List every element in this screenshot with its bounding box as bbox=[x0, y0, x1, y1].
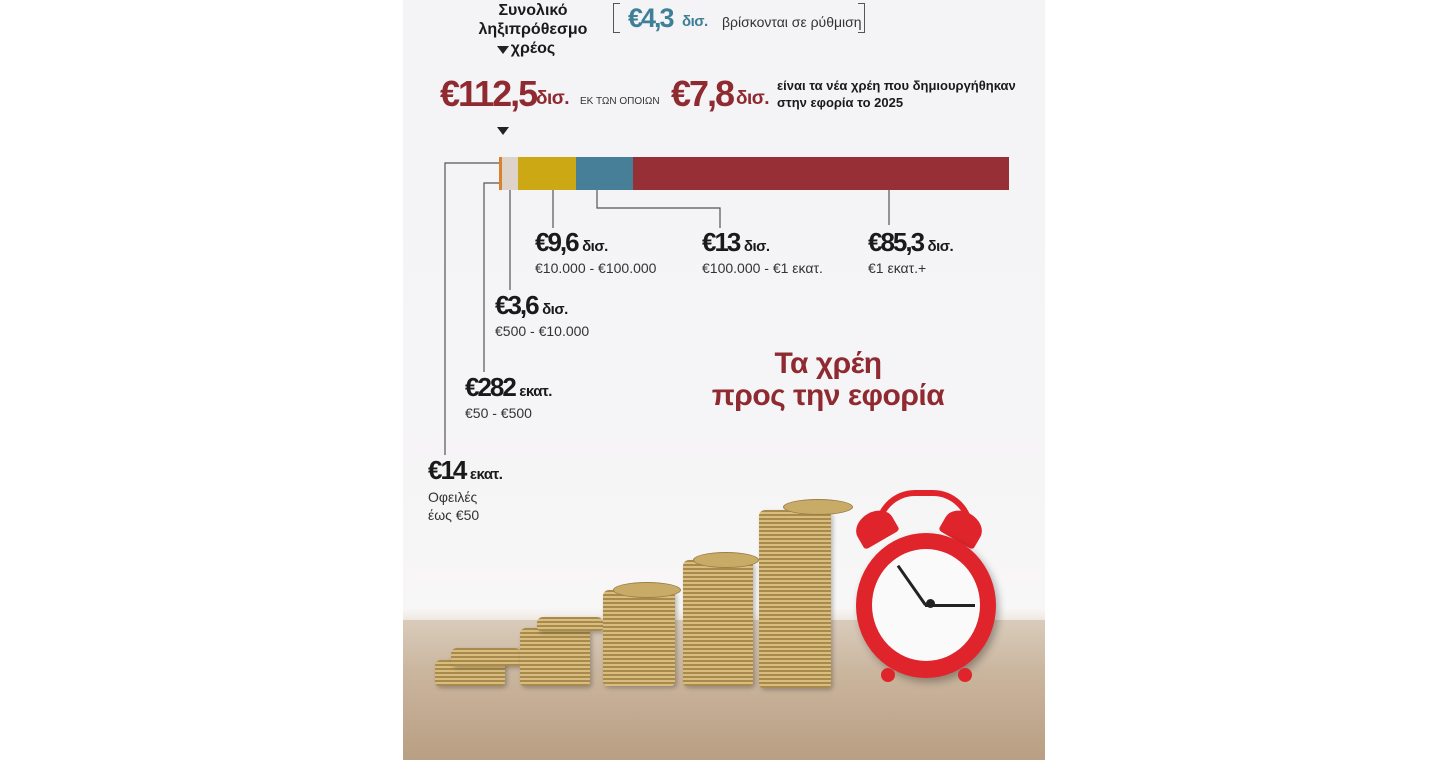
bar-segment-6 bbox=[633, 157, 1009, 190]
segment-value: €13 bbox=[702, 227, 740, 257]
bar-segment-2 bbox=[502, 157, 518, 190]
bar-segment-4 bbox=[534, 157, 576, 190]
segment-unit: δισ. bbox=[582, 238, 608, 255]
settlement-unit: δισ. bbox=[682, 13, 708, 30]
new-debt-text-line1: είναι τα νέα χρέη που δημιουργήθηκαν bbox=[777, 78, 1016, 93]
segment-label-up-to-50 bbox=[428, 455, 502, 524]
settlement-text: βρίσκονται σε ρύθμιση bbox=[722, 14, 862, 30]
coin-stack bbox=[759, 510, 831, 688]
infographic-title bbox=[663, 348, 993, 412]
segment-range: €1 εκατ.+ bbox=[868, 260, 927, 276]
settlement-box bbox=[613, 3, 865, 33]
segment-value: €3,6 bbox=[495, 290, 538, 320]
segment-label-10000-100000 bbox=[535, 227, 656, 276]
coin-top bbox=[783, 499, 853, 515]
segment-value: €9,6 bbox=[535, 227, 578, 257]
coin-stack bbox=[537, 617, 603, 631]
segment-value: €14 bbox=[428, 455, 466, 485]
segment-unit: εκατ. bbox=[469, 466, 503, 483]
coin-stack bbox=[451, 648, 521, 666]
segment-range: €500 - €10.000 bbox=[495, 323, 590, 339]
total-debt-label bbox=[463, 1, 603, 58]
new-debt-text-line2: στην εφορία το 2025 bbox=[777, 95, 904, 110]
coin-top bbox=[613, 582, 681, 598]
coin-stack bbox=[603, 590, 675, 686]
total-label-line2: ληξιπρόθεσμο χρέος bbox=[478, 21, 588, 57]
alarm-clock-icon bbox=[856, 533, 996, 678]
of-which-label: ΕΚ ΤΩΝ ΟΠΟΙΩΝ bbox=[580, 96, 660, 107]
segment-unit: εκατ. bbox=[519, 383, 552, 400]
bar-segment-5 bbox=[576, 157, 633, 190]
segment-unit: δισ. bbox=[743, 238, 770, 255]
segment-range: €100.000 - €1 εκατ. bbox=[702, 260, 823, 276]
total-label-line1: Συνολικό bbox=[498, 2, 568, 19]
arrow-down-icon bbox=[497, 127, 509, 135]
stacked-bar bbox=[499, 157, 1009, 190]
segment-unit: δισ. bbox=[542, 301, 568, 318]
coin-stack bbox=[683, 560, 753, 686]
new-debt-value: €7,8 bbox=[671, 73, 734, 114]
new-debt-unit: δισ. bbox=[736, 88, 770, 109]
coin-top bbox=[693, 552, 759, 568]
segment-range-line1: Οφειλές bbox=[428, 489, 478, 505]
title-line1: Τα χρέη bbox=[774, 347, 882, 380]
segment-label-100000-1m bbox=[702, 227, 823, 276]
settlement-value: €4,3 bbox=[628, 3, 673, 33]
infographic-panel bbox=[403, 0, 1045, 760]
segment-label-1m-plus bbox=[868, 227, 953, 276]
arrow-down-icon bbox=[497, 46, 509, 54]
new-debt-text bbox=[777, 77, 1016, 111]
segment-value: €85,3 bbox=[868, 227, 924, 257]
segment-unit: δισ. bbox=[927, 238, 954, 255]
segment-label-50-500 bbox=[465, 372, 552, 421]
segment-label-500-10000 bbox=[495, 290, 589, 339]
segment-range-line2: έως €50 bbox=[428, 507, 480, 523]
segment-range: €50 - €500 bbox=[465, 405, 532, 421]
title-line2: προς την εφορία bbox=[711, 379, 945, 412]
total-value: €112,5 bbox=[440, 73, 537, 114]
bar-segment-3 bbox=[518, 157, 534, 190]
connector-line-2 bbox=[484, 183, 499, 372]
coin-stack bbox=[520, 628, 590, 686]
segment-value: €282 bbox=[465, 372, 515, 402]
connector-line-5 bbox=[597, 190, 720, 228]
total-unit: δισ. bbox=[536, 88, 570, 109]
segment-range: €10.000 - €100.000 bbox=[535, 260, 657, 276]
